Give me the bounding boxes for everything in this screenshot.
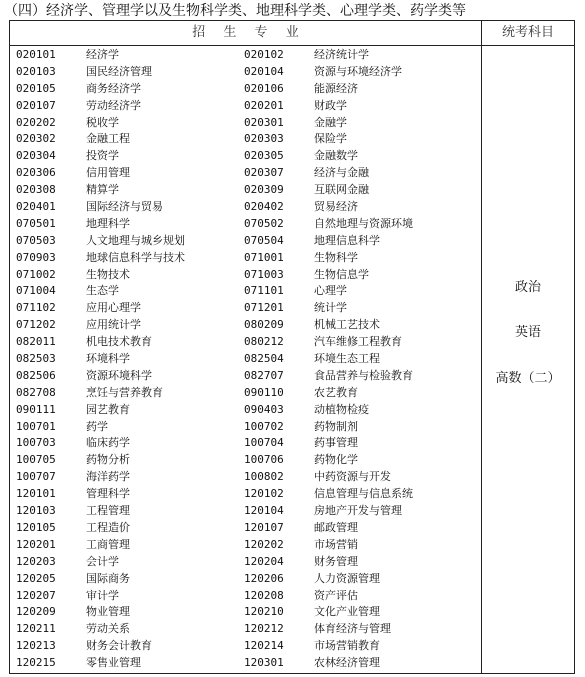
major-code: 020302 — [16, 132, 56, 146]
major-code: 082707 — [244, 368, 284, 382]
major-name: 工商管理 — [86, 537, 130, 551]
table-row — [10, 300, 481, 317]
major-name: 海洋药学 — [86, 470, 130, 484]
table-row — [10, 64, 481, 81]
table-row — [10, 148, 481, 165]
major-code: 070504 — [244, 233, 284, 247]
major-name: 商务经济学 — [86, 81, 141, 95]
major-code: 120204 — [244, 554, 284, 568]
table-row — [10, 267, 481, 284]
header-divider — [10, 45, 574, 46]
table-row — [10, 47, 481, 64]
major-name: 投资学 — [86, 149, 119, 163]
major-name: 文化产业管理 — [314, 605, 380, 619]
major-name: 地球信息科学与技术 — [86, 250, 185, 264]
major-name: 药事管理 — [314, 436, 358, 450]
major-code: 020201 — [244, 98, 284, 112]
major-name: 保险学 — [314, 132, 347, 146]
table-row — [10, 81, 481, 98]
major-name: 药学 — [86, 419, 108, 433]
table-row — [10, 520, 481, 537]
major-code: 020306 — [16, 166, 56, 180]
major-name: 心理学 — [314, 284, 347, 298]
major-code: 090110 — [244, 385, 284, 399]
major-code: 020301 — [244, 115, 284, 129]
major-code: 020105 — [16, 81, 56, 95]
table-row — [10, 402, 481, 419]
major-code: 080212 — [244, 335, 284, 349]
major-code: 020308 — [16, 183, 56, 197]
table-row — [10, 452, 481, 469]
major-code: 120207 — [16, 588, 56, 602]
major-name: 地理信息科学 — [314, 233, 380, 247]
major-name: 金融工程 — [86, 132, 130, 146]
major-code: 120101 — [16, 487, 56, 501]
major-name: 汽车维修工程教育 — [314, 335, 402, 349]
major-name: 自然地理与资源环境 — [314, 216, 413, 230]
table-row — [10, 554, 481, 571]
major-name: 管理科学 — [86, 487, 130, 501]
major-code: 120215 — [16, 656, 56, 670]
major-name: 药物分析 — [86, 453, 130, 467]
major-name: 机电技术教育 — [86, 335, 152, 349]
table-row — [10, 368, 481, 385]
major-name: 人力资源管理 — [314, 571, 380, 585]
major-code: 120102 — [244, 487, 284, 501]
major-name: 经济统计学 — [314, 48, 369, 61]
major-name: 资源环境科学 — [86, 368, 152, 382]
major-code: 120104 — [244, 504, 284, 518]
major-code: 070503 — [16, 233, 56, 247]
major-name: 精算学 — [86, 183, 119, 197]
major-code: 100701 — [16, 419, 56, 433]
major-name: 财政学 — [314, 98, 347, 112]
major-name: 金融学 — [314, 115, 347, 129]
major-code: 020401 — [16, 200, 56, 214]
major-code: 080209 — [244, 318, 284, 332]
major-code: 071003 — [244, 267, 284, 281]
exam-header: 统考科目 — [501, 25, 554, 40]
table-row — [10, 115, 481, 132]
major-code: 082506 — [16, 368, 56, 382]
major-code: 120103 — [16, 504, 56, 518]
major-name: 食品营养与检验教育 — [314, 368, 413, 382]
major-code: 070502 — [244, 216, 284, 230]
major-code: 120210 — [244, 605, 284, 619]
major-code: 020304 — [16, 149, 56, 163]
exam-subject-english: 英语 — [514, 325, 541, 340]
major-name: 中药资源与开发 — [314, 470, 391, 484]
major-code: 071202 — [16, 318, 56, 332]
table-row — [10, 486, 481, 503]
major-code: 071101 — [244, 284, 284, 298]
major-name: 零售业管理 — [86, 656, 141, 670]
major-code: 120301 — [244, 656, 284, 670]
major-code: 120206 — [244, 571, 284, 585]
major-name: 应用心理学 — [86, 301, 141, 315]
major-name: 信用管理 — [86, 166, 130, 180]
major-name: 环境生态工程 — [314, 352, 380, 366]
major-code: 071001 — [244, 250, 284, 264]
major-name: 应用统计学 — [86, 318, 141, 332]
major-code: 020104 — [244, 64, 284, 78]
major-code: 020103 — [16, 64, 56, 78]
major-code: 100702 — [244, 419, 284, 433]
major-name: 动植物检疫 — [314, 402, 369, 416]
major-name: 房地产开发与管理 — [314, 504, 402, 518]
major-name: 地理科学 — [86, 216, 130, 230]
major-name: 临床药学 — [86, 436, 130, 450]
major-name: 农艺教育 — [314, 385, 358, 399]
exam-subject-math: 高数（二） — [495, 371, 561, 386]
major-code: 100705 — [16, 453, 56, 467]
major-name: 农林经济管理 — [314, 656, 380, 670]
major-code: 100706 — [244, 453, 284, 467]
major-code: 120208 — [244, 588, 284, 602]
major-code: 082504 — [244, 352, 284, 366]
table-row — [10, 638, 481, 655]
major-code: 082503 — [16, 352, 56, 366]
major-name: 生态学 — [86, 284, 119, 298]
major-code: 020303 — [244, 132, 284, 146]
table-row — [10, 537, 481, 554]
column-divider — [481, 21, 482, 673]
major-name: 环境科学 — [86, 352, 130, 366]
major-name: 经济学 — [86, 48, 119, 61]
major-code: 090403 — [244, 402, 284, 416]
major-name: 市场营销 — [314, 537, 358, 551]
major-name: 生物科学 — [314, 250, 358, 264]
major-code: 120205 — [16, 571, 56, 585]
major-code: 020102 — [244, 48, 284, 61]
major-name: 国际商务 — [86, 571, 130, 585]
major-name: 园艺教育 — [86, 402, 130, 416]
table-row — [10, 165, 481, 182]
major-name: 邮政管理 — [314, 520, 358, 534]
major-name: 资产评估 — [314, 588, 358, 602]
table-row — [10, 317, 481, 334]
major-code: 071102 — [16, 301, 56, 315]
major-code: 070903 — [16, 250, 56, 264]
major-header: 招 生 专 业 — [192, 25, 299, 40]
page-title: （四）经济学、管理学以及生物科学类、地理科学类、心理学类、药学类等 — [4, 3, 466, 19]
major-code: 071004 — [16, 284, 56, 298]
table-row — [10, 655, 481, 672]
major-name: 能源经济 — [314, 81, 358, 95]
major-code: 120202 — [244, 537, 284, 551]
major-name: 人文地理与城乡规划 — [86, 233, 185, 247]
table-row — [10, 131, 481, 148]
table-row — [10, 604, 481, 621]
major-name: 审计学 — [86, 588, 119, 602]
rows-container — [10, 47, 481, 672]
major-name: 互联网金融 — [314, 183, 369, 197]
major-name: 贸易经济 — [314, 200, 358, 214]
major-code: 020202 — [16, 115, 56, 129]
major-code: 120213 — [16, 639, 56, 653]
major-name: 金融数学 — [314, 149, 358, 163]
major-name: 工程造价 — [86, 520, 130, 534]
major-name: 机械工艺技术 — [314, 318, 380, 332]
table-row — [10, 351, 481, 368]
major-name: 生物信息学 — [314, 267, 369, 281]
table-row — [10, 98, 481, 115]
major-name: 劳动经济学 — [86, 98, 141, 112]
major-name: 物业管理 — [86, 605, 130, 619]
major-code: 120107 — [244, 520, 284, 534]
table-row — [10, 588, 481, 605]
major-code: 020309 — [244, 183, 284, 197]
major-name: 资源与环境经济学 — [314, 64, 402, 78]
table-row — [10, 419, 481, 436]
major-name: 生物技术 — [86, 267, 130, 281]
major-name: 劳动关系 — [86, 622, 130, 636]
major-name: 统计学 — [314, 301, 347, 315]
major-code: 120212 — [244, 622, 284, 636]
major-code: 090111 — [16, 402, 56, 416]
major-code: 120214 — [244, 639, 284, 653]
majors-table — [9, 20, 575, 674]
major-code: 100704 — [244, 436, 284, 450]
major-name: 体育经济与管理 — [314, 622, 391, 636]
major-name: 国民经济管理 — [86, 64, 152, 78]
major-code: 100802 — [244, 470, 284, 484]
major-code: 020101 — [16, 48, 56, 61]
major-name: 药物化学 — [314, 453, 358, 467]
major-code: 071002 — [16, 267, 56, 281]
major-name: 烹饪与营养教育 — [86, 385, 163, 399]
major-code: 020305 — [244, 149, 284, 163]
major-name: 市场营销教育 — [314, 639, 380, 653]
major-code: 100707 — [16, 470, 56, 484]
table-row — [10, 250, 481, 267]
major-code: 082708 — [16, 385, 56, 399]
major-code: 120211 — [16, 622, 56, 636]
table-row — [10, 216, 481, 233]
major-name: 经济与金融 — [314, 166, 369, 180]
table-row — [10, 334, 481, 351]
major-name: 国际经济与贸易 — [86, 200, 163, 214]
table-row — [10, 571, 481, 588]
table-row — [10, 385, 481, 402]
table-row — [10, 233, 481, 250]
table-row — [10, 283, 481, 300]
major-code: 020107 — [16, 98, 56, 112]
table-row — [10, 199, 481, 216]
table-row — [10, 503, 481, 520]
major-code: 120203 — [16, 554, 56, 568]
major-code: 100703 — [16, 436, 56, 450]
exam-subject-politics: 政治 — [514, 280, 541, 295]
major-code: 082011 — [16, 335, 56, 349]
table-row — [10, 435, 481, 452]
major-code: 020106 — [244, 81, 284, 95]
major-code: 071201 — [244, 301, 284, 315]
major-code: 120209 — [16, 605, 56, 619]
major-name: 财务会计教育 — [86, 639, 152, 653]
major-code: 070501 — [16, 216, 56, 230]
major-name: 会计学 — [86, 554, 119, 568]
major-code: 120201 — [16, 537, 56, 551]
table-row — [10, 182, 481, 199]
table-row — [10, 469, 481, 486]
major-code: 020307 — [244, 166, 284, 180]
major-name: 信息管理与信息系统 — [314, 487, 413, 501]
table-row — [10, 621, 481, 638]
major-name: 税收学 — [86, 115, 119, 129]
major-name: 药物制剂 — [314, 419, 358, 433]
major-code: 120105 — [16, 520, 56, 534]
major-code: 020402 — [244, 200, 284, 214]
major-name: 工程管理 — [86, 504, 130, 518]
major-name: 财务管理 — [314, 554, 358, 568]
